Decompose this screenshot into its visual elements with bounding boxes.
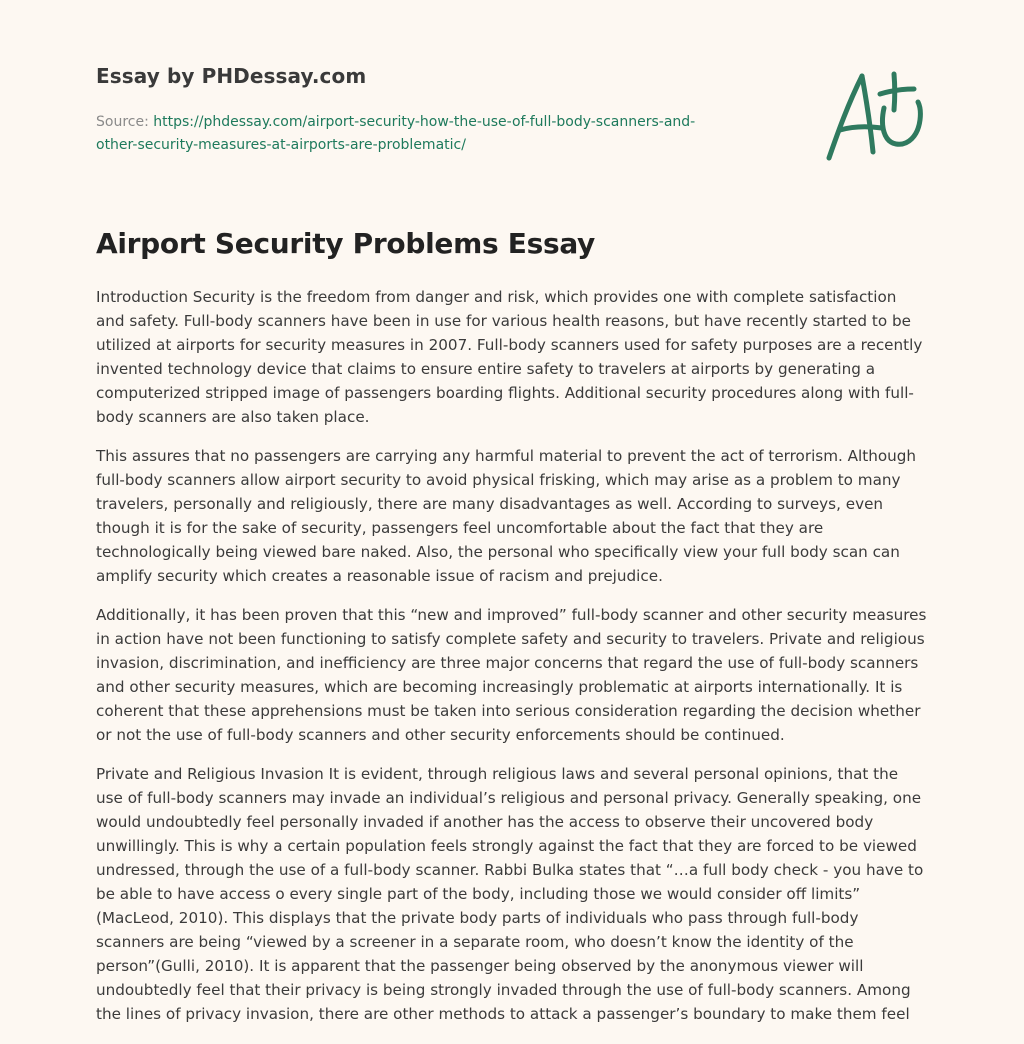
source-link-line2: other-security-measures-at-airports-are-problematic/ (96, 137, 466, 153)
source-link-line1: https://phdessay.com/airport-security-how-the-use-of-full-body-scanners-and- (153, 114, 696, 130)
source-label: Source: (96, 114, 149, 130)
essay-title: Airport Security Problems Essay (96, 227, 596, 260)
essay-page (96, 0, 928, 1023)
source-link[interactable] (96, 114, 695, 153)
site-title: Essay by PHDessay.com (96, 64, 367, 88)
essay-paragraph: Additionally, it has been proven that this “new and improved” full-body scanner and other security measures in action have not been functioning to satisfy complete safety and security to travelers. Private and religious invasion, discrimination, and inefficiency are three major concerns that regard the use of full-body scanners and other security measures, which are becoming increasingly problematic at airports internationally. It is coherent that these apprehensions must be taken into serious consideration regarding the decision whether or not the use of full-body scanners and other security enforcements should be continued. (96, 606, 927, 744)
essay-paragraph: This assures that no passengers are carrying any harmful material to prevent the act of terrorism. Although full-body scanners allow airport security to avoid physical frisking, which may arise as a problem to many travelers, personally and religiously, there are many disadvantages as well. According to surveys, even though it is for the sake of security, passengers feel uncomfortable about the fact that they are technologically being viewed bare naked. Also, the personal who specifically view your full body scan can amplify security which creates a reasonable issue of racism and prejudice. (96, 447, 917, 585)
a-plus-grade-icon (824, 70, 928, 162)
source-line (96, 111, 776, 157)
page-header (96, 0, 928, 200)
essay-paragraph: Private and Religious Invasion It is evident, through religious laws and several personal opinions, that the use of full-body scanners may invade an individual’s religious and personal privacy. Generally speaking, one would undoubtedly feel personally invaded if another has the access to observe their uncovered body unwillingly. This is why a certain population feels strongly against the fact that they are forced to be viewed undressed, through the use of a full-body scanner. Rabbi Bulka states that “…a full body check - you have to be able to have access o every single part of the body, including those we would consider off limits” (MacLeod, 2010). This displays that the private body parts of individuals who pass through full-body scanners are being “viewed by a screener in a separate room, who doesn’t know the identity of the person”(Gulli, 2010). It is apparent that the passenger being observed by the anonymous viewer will undoubtedly feel that their privacy is being strongly invaded through the use of full-body scanners. Among the lines of privacy invasion, there are other methods to attack a passenger’s boundary to make them feel (96, 765, 924, 1023)
essay-body (96, 285, 928, 1041)
essay-paragraph: Introduction Security is the freedom from danger and risk, which provides one with complete satisfaction and safety. Full-body scanners have been in use for various health reasons, but have recently started to be utilized at airports for security measures in 2007. Full-body scanners used for safety purposes are a recently invented technology device that claims to ensure entire safety to travelers at airports by generating a computerized stripped image of passengers boarding flights. Additional security procedures along with full-body scanners are also taken place. (96, 288, 923, 426)
